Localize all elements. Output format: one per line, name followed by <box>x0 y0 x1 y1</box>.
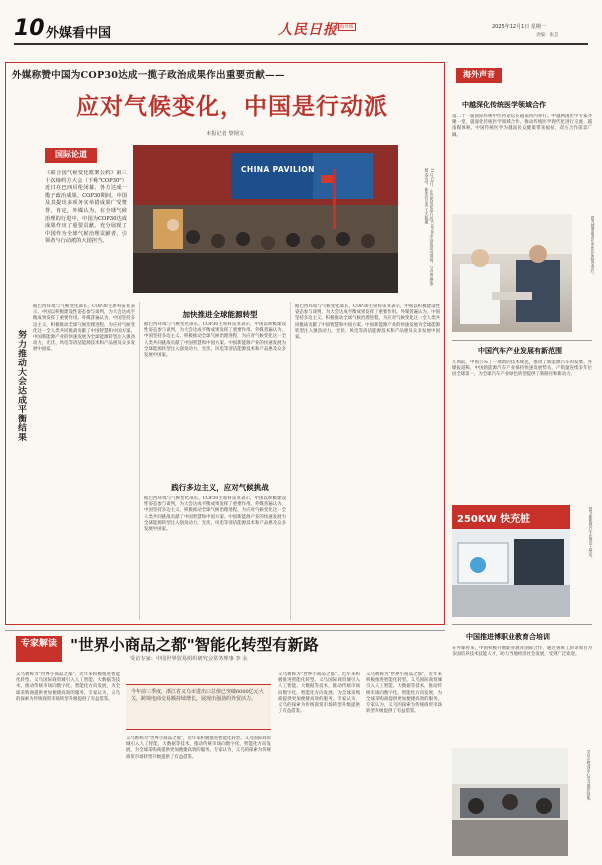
editor-credit: 责编：张芸 <box>536 33 559 38</box>
issue-date: 2025年12月1日 星期一 <box>492 24 546 30</box>
overseas-item2-title: 中国汽车产业发展有新范围 <box>478 347 562 355</box>
medical-caption: 图为越南患者在中医诊所接受治疗。 <box>591 216 596 277</box>
pavilion-banner: CHINA PAVILION <box>241 165 315 174</box>
training-scene <box>452 748 568 856</box>
bottom-body-col3: 义乌被称为"世界小商品之都"，近年来积极推进智能化转型。义乌国际商贸城引入人工智能、大数据等技术，推动传统市场向数字化、智能化方向发展，为全球采购商提供更加便捷高效的服务。专家认为，义乌的探索为传统商贸市场转型升级提供了有益借鉴。 <box>278 672 360 715</box>
edition-label: 海外版 <box>340 25 354 30</box>
overseas-item3-title: 中国推进博职业教育合培训 <box>466 633 550 641</box>
column-rule <box>290 302 291 620</box>
ev-caption: 图为新能源汽车在展会上展出。 <box>589 507 594 561</box>
bottom-body-col1: 义乌被称为"世界小商品之都"，近年来积极推进智能化转型。义乌国际商贸城引入人工智能、大数据等技术，推动传统市场向数字化、智能化方向发展，为全球采购商提供更加便捷高效的服务。专家认为，义乌的探索为传统商贸市场转型升级提供了有益借鉴。 <box>16 672 120 702</box>
overseas-item3-body: 在外媒看来，中国积极开展职业教育国际合作，通过鲁班工坊等项目为多国培养技术技能人才，助力当地经济社会发展，受到广泛欢迎。 <box>452 646 592 658</box>
training-caption: 学员在培训中心学习操作技能。 <box>587 750 592 804</box>
medical-photo <box>452 214 572 332</box>
medical-photo-scene <box>452 214 572 332</box>
story-body-col3: 据巴西环境与气候变化部长、COP30主席科雷亚表示，中国以积极建设性姿态参与谈判，为大会达成平衡成果发挥了重要作用。外媒普遍认为，中国坚持多边主义，积极推动全球气候治理进程，为应对气候变化这一全人类共同挑战贡献了中国智慧和中国方案。中国新能源产业的快速发展为全球能源转型注入强劲动力，光伏、风电等清洁能源技术和产品惠及众多发展中国家。 <box>295 304 440 341</box>
side-heading: 努力推动大会达成平衡结果 <box>16 330 26 442</box>
training-photo <box>452 748 568 856</box>
overseas-item2-body: 几周前，中国公布了一项新的技术规范，推动了新能源汽车的发展。外媒报道称，中国新能源汽车产业保持快速发展势头，产销量连续多年位居全球第一，为全球汽车产业绿色转型提供了新路径和新动力。 <box>452 360 592 378</box>
bottom-divider <box>5 630 445 631</box>
story-headline: 应对气候变化，中国是行动派 <box>76 93 388 120</box>
bottom-body-col4: 义乌被称为"世界小商品之都"，近年来积极推进智能化转型。义乌国际商贸城引入人工智能、大数据等技术，推动传统市场向数字化、智能化方向发展，为全球采购商提供更加便捷高效的服务。专家认为，义乌的探索为传统商贸市场转型升级提供了有益借鉴。 <box>366 672 442 715</box>
header-rule <box>14 43 588 45</box>
column-rule <box>139 302 140 620</box>
masthead-logo: 人民日报 <box>278 22 338 38</box>
subhead-energy: 加快推进全球能源转型 <box>182 310 258 319</box>
subhead-multilateral: 践行多边主义，应对气候挑战 <box>171 483 269 492</box>
story-body-col1: 据巴西环境与气候变化部长、COP30主席科雷亚表示，中国以积极建设性姿态参与谈判，为大会达成平衡成果发挥了重要作用。外媒普遍认为，中国坚持多边主义，积极推动全球气候治理进程，为应对气候变化这一全人类共同挑战贡献了中国智慧和中国方案。中国新能源产业的快速发展为全球能源转型注入强劲动力，光伏、风电等清洁能源技术和产品惠及众多发展中国家。 <box>33 304 135 353</box>
page-number: 10 <box>14 16 45 41</box>
photo-caption: 11月13日，在巴西贝伦举行的COP30中国角活动现场，与会者参加相关活动。新华社记者 王天聪摄 <box>425 168 435 286</box>
ev-charging-photo <box>452 505 570 617</box>
expert-tag <box>16 636 62 662</box>
bottom-byline: 受访专家：中国世界贸易组织研究会常务理事 李 永 <box>130 656 248 662</box>
charging-banner: 250KW 快充桩 <box>457 514 531 525</box>
overseas-item1-body: 第二十一届国际传统中医药论坛在越南河内举行。中越两国医学专家齐聚一堂，就深化传统医学领域合作、推动传统医学现代化进行交流。越南媒体称，中国传统医学为越南民众健康带来福祉，双方合作前景广阔。 <box>452 114 592 138</box>
overseas-tag: 海外声音 <box>456 68 502 83</box>
overseas-divider <box>452 340 592 341</box>
story-body-col2b: 据巴西环境与气候变化部长、COP30主席科雷亚表示，中国以积极建设性姿态参与谈判，为大会达成平衡成果发挥了重要作用。外媒普遍认为，中国坚持多边主义，积极推动全球气候治理进程，为应对气候变化这一全人类共同挑战贡献了中国智慧和中国方案。中国新能源产业的快速发展为全球能源转型注入强劲动力，光伏、风电等清洁能源技术和产品惠及众多发展中国家。 <box>144 496 286 533</box>
section-title: 外媒看中国 <box>46 26 112 41</box>
story-byline: 本报记者 黎钢文 <box>206 131 244 137</box>
overseas-item1-title: 中越深化传统医学领域合作 <box>462 101 546 109</box>
story-body-col2a: 据巴西环境与气候变化部长、COP30主席科雷亚表示，中国以积极建设性姿态参与谈判，为大会达成平衡成果发挥了重要作用。外媒普遍认为，中国坚持多边主义，积极推动全球气候治理进程，为应对气候变化这一全人类共同挑战贡献了中国智慧和中国方案。中国新能源产业的快速发展为全球能源转型注入强劲动力，光伏、风电等清洁能源技术和产品惠及众多发展中国家。 <box>144 322 286 359</box>
story-kicker: 外媒称赞中国为COP30达成一揽子政治成果作出重要贡献—— <box>12 70 285 81</box>
bottom-pullquote <box>126 684 271 730</box>
overseas-divider-2 <box>452 624 592 625</box>
lead-paragraph: 《联合国气候变化框架公约》第三十次缔约方大会（下称"COP30"）近日在巴西贝伦闭幕，各方达成一揽子政治成果。COP30期间，中国及其提出多项务实举措成果广受赞誉、肯定，外媒认为，在全球气候治理的行进中，中国为COP30达成成果作出了重要贡献，充分展现了中国作为全球气候治理贡献者、引领者与行动派的大国担当。 <box>45 170 127 245</box>
forum-tag: 国际论道 <box>45 148 97 163</box>
bottom-headline: "世界小商品之都"智能化转型有新路 <box>70 636 319 654</box>
pullquote-text: 今年前三季度，浙江省义乌市进出口总值已突破6000亿元大关，跨境电商交易额持续增长，展现出强劲的外贸活力。 <box>131 689 264 702</box>
conference-photo <box>133 145 398 293</box>
bottom-body-col2: 义乌被称为"世界小商品之都"，近年来积极推进智能化转型。义乌国际商贸城引入人工智能、大数据等技术，推动传统市场向数字化、智能化方向发展，为全球采购商提供更加便捷高效的服务。专家认为，义乌的探索为传统商贸市场转型升级提供了有益借鉴。 <box>126 736 271 760</box>
expert-tag-label: 专家解读 <box>20 639 57 649</box>
page-header <box>14 16 588 42</box>
